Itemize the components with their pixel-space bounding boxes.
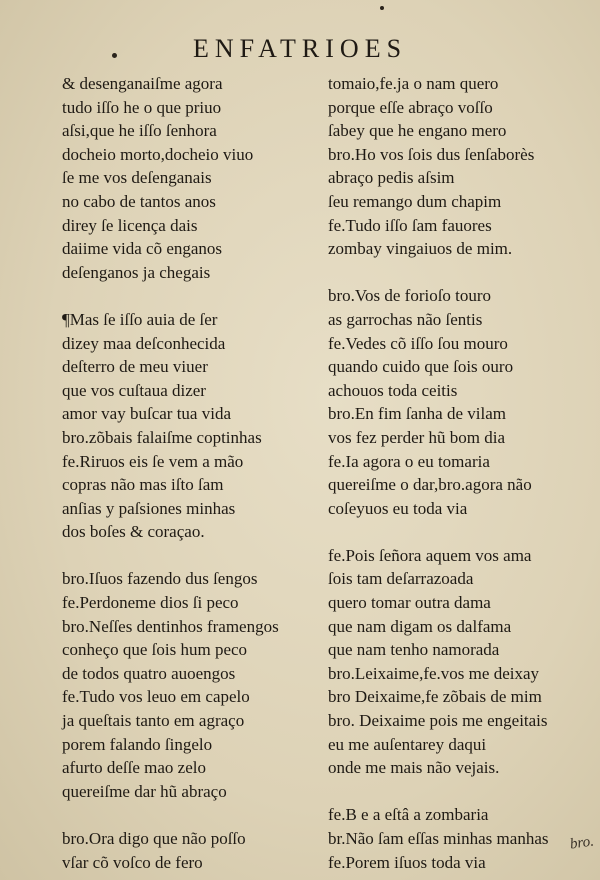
stanza-gap xyxy=(328,780,600,804)
verse-line: daiime vida cõ enganos xyxy=(62,239,223,259)
verse-line: deſenganos ja chegais xyxy=(62,262,211,282)
verse-line: ja queſtais tanto em agraço xyxy=(62,711,245,731)
verse-line: bro.Leixaime,fe.vos me deixay xyxy=(328,663,540,683)
stanza-gap xyxy=(328,520,600,544)
verse-line: que vos cuſtaua dizer xyxy=(62,380,206,400)
verse-line: bro.Ora digo que não poſſo xyxy=(62,829,246,848)
stanza-gap xyxy=(62,284,324,308)
verse-line: ſe me vos deſenganais xyxy=(62,168,212,188)
verse-line: bro.En fim ſanha de vilam xyxy=(328,404,506,424)
verse-line: copras não mas iſto ſam xyxy=(62,475,224,495)
stanza-gap xyxy=(62,544,324,568)
verse-line: onde me mais não vejais. xyxy=(328,758,500,778)
verse-line: conheço que ſois hum peco xyxy=(62,640,248,660)
ink-mark xyxy=(380,6,384,10)
verse-line: ſabey que he engano mero xyxy=(328,121,507,141)
stanza-gap xyxy=(328,261,600,285)
verse-line: aſsi,que he iſſo ſenhora xyxy=(62,121,217,141)
verse-line: ſois tam deſarrazoada xyxy=(328,569,474,589)
verse-line: coſeyuos eu toda via xyxy=(328,498,468,518)
verse-line: & desenganaiſme agora xyxy=(62,74,223,93)
verse-line: quero tomar outra dama xyxy=(328,593,491,613)
verse-line: bro.Neſſes dentinhos framengos xyxy=(62,616,279,636)
verse-line: fe.Ia agora o eu tomaria xyxy=(328,451,490,471)
verse-line: as garrochas não ſentis xyxy=(328,309,483,329)
verse-line: tomaio,fe.ja o nam quero xyxy=(328,74,499,93)
verse-line: dizey maa deſconhecida xyxy=(62,333,226,353)
verse-line: quando cuido que ſois ouro xyxy=(328,357,514,377)
verse-line: bro Deixaime,fe zõbais de mim xyxy=(328,687,542,707)
verse-line: ſeu remango dum chapim xyxy=(328,191,502,211)
verse-line: direy ſe licença dais xyxy=(62,215,198,235)
left-column xyxy=(62,72,324,874)
verse-line: que nam digam os dalfama xyxy=(328,616,512,636)
verse-line: zombay vingaiuos de mim. xyxy=(328,239,513,259)
verse-line: fe.Perdoneme dios ſi peco xyxy=(62,593,239,613)
verse-line: fe.Vedes cõ iſſo ſou mouro xyxy=(328,333,508,353)
verse-line: vſar cõ voſco de fero xyxy=(62,852,203,872)
verse-line: de todos quatro auoengos xyxy=(62,663,236,683)
verse-line: que nam tenho namorada xyxy=(328,640,500,660)
verse-line: quereiſme dar hũ abraço xyxy=(62,781,227,801)
verse-line: tudo iſſo he o que priuo xyxy=(62,97,222,117)
verse-line: fe.B e a eſtâ a zombaria xyxy=(328,805,489,825)
verse-line: achouos toda ceitis xyxy=(328,380,458,400)
verse-line: bro.zõbais falaiſme coptinhas xyxy=(62,427,262,447)
verse-line: porque eſſe abraço voſſo xyxy=(328,97,493,117)
stanza-gap xyxy=(62,803,324,827)
verse-line: docheio morto,docheio viuo xyxy=(62,144,254,164)
catchword: bro. xyxy=(568,833,595,853)
verse-line: fe.Tudo vos leuo em capelo xyxy=(62,687,250,707)
verse-line: quereiſme o dar,bro.agora não xyxy=(328,475,532,495)
verse-line: fe.Porem iſuos toda via xyxy=(328,852,486,872)
verse-line: bro.Ho vos ſois dus ſenſaborès xyxy=(328,144,535,164)
verse-line: vos fez perder hũ bom dia xyxy=(328,427,506,447)
verse-line: afurto deſſe mao zelo xyxy=(62,758,206,778)
verse-line: bro.Vos de forioſo touro xyxy=(328,286,492,306)
verse-line: amor vay buſcar tua vida xyxy=(62,404,231,424)
verse-line: eu me auſentarey daqui xyxy=(328,734,487,754)
verse-line: bro.Iſuos fazendo dus ſengos xyxy=(62,569,258,589)
verse-line: br.Não ſam eſſas minhas manhas xyxy=(328,829,549,848)
verse-line: dos boſes & coraçao. xyxy=(62,522,205,542)
verse-line: abraço pedis aſsim xyxy=(328,168,455,188)
verse-line: deſterro de meu viuer xyxy=(62,357,208,377)
verse-line: fe.Pois ſeñora aquem vos ama xyxy=(328,545,532,565)
running-header: ENFATRIOES xyxy=(192,34,408,63)
verse-line: porem falando ſingelo xyxy=(62,734,213,754)
verse-line: ¶Mas ſe iſſo auia de ſer xyxy=(62,309,218,329)
right-column xyxy=(328,72,600,874)
verse-line: bro. Deixaime pois me engeitais xyxy=(328,711,548,731)
verse-line: fe.Tudo iſſo ſam fauores xyxy=(328,215,492,235)
verse-line: no cabo de tantos anos xyxy=(62,191,216,211)
verse-line: fe.Riruos eis ſe vem a mão xyxy=(62,451,244,471)
verse-line: anſias y paſsiones minhas xyxy=(62,498,236,518)
